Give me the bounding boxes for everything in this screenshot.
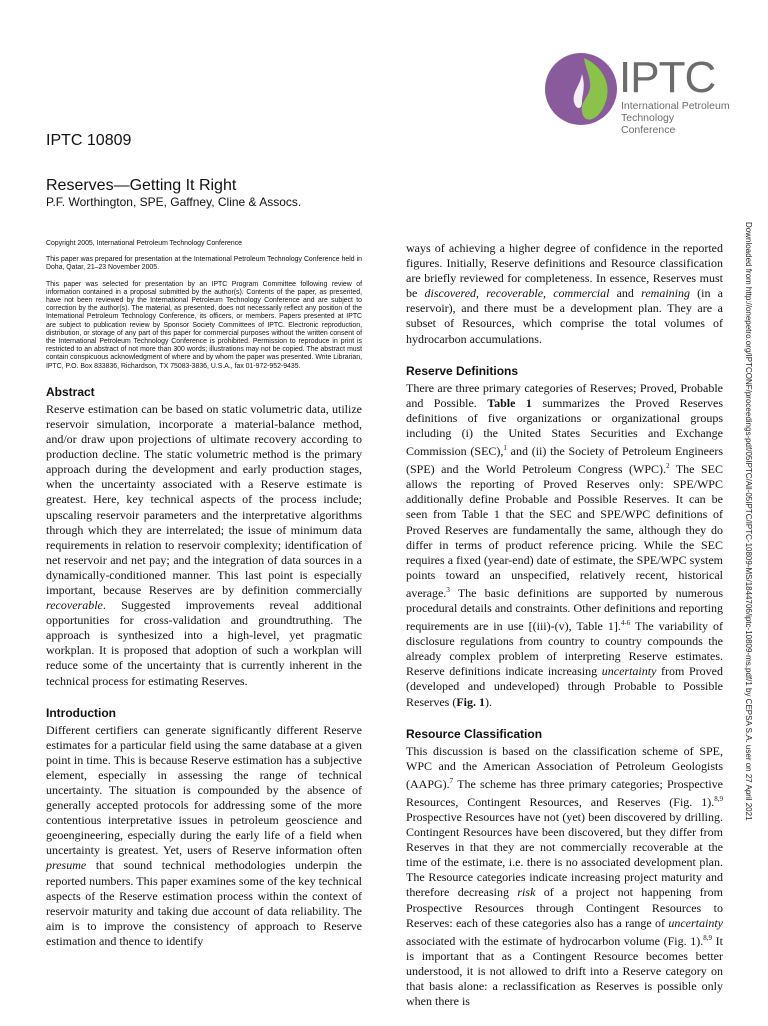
abstract-heading: Abstract (46, 384, 95, 399)
paper-authors: P.F. Worthington, SPE, Gaffney, Cline & Assocs. (46, 195, 302, 209)
paper-number: IPTC 10809 (46, 132, 132, 149)
left-column (46, 240, 362, 966)
selection-notice: This paper was selected for presentation by an IPTC Program Committee following review of information contained in a proposal submitted by the author(s). Contents of the paper, as presented, have not been reviewed by the International Petroleum Technology Conference and are subject to correction by the author(s). The material, as presented, does not necessarily reflect any position of the International Petroleum Technology Conference, its officers, or members. Papers presented at IPTC are subject to publication review by Sponsor Society Committees of IPTC. Electronic reproduction, distribution, or storage of any part of this paper for commercial purposes without the written consent of the International Petroleum Technology Conference is prohibited. Permission to reproduce in print is restricted to an abstract of not more than 300 words; illustrations may not be copied. The abstract must contain conspicuous acknowledgment of where and by whom the paper was presented. Write Librarian, IPTC, P.O. Box 833836, Richardson, TX 75083-3836, U.S.A., fax 01-972-952-9435. (46, 280, 362, 370)
reserve-definitions-heading: Reserve Definitions (406, 363, 519, 378)
introduction-text: Different certifiers can generate significantly different Reserve estimates for a particular field using the same database at a given point in time. This is because Reserve estimation has a subjective element, especially in assessing the range of technical uncertainty. The situation is compounded by the absence of generally accepted protocols for addressing some of the more contentious interpretative issues in petroleum geoscience and geoengineering, especially during the early life of a field when uncertainty is greatest. Yet, users of Reserve information often presume that sound technical methodologies underpin the reported numbers. This paper examines some of the key technical aspects of the Reserve estimation process within the context of reservoir maturity and taking due account of data reliability. The aim is to improve the consistency of approach to Reserve estimation and thence to identify (46, 722, 362, 948)
prepared-notice: This paper was prepared for presentation at the International Petroleum Technology Conference held in Doha, Qatar, 21–23 November 2005. (46, 256, 362, 272)
iptc-logo-icon (544, 52, 618, 126)
introduction-heading: Introduction (46, 705, 116, 720)
reserve-definitions-text: There are three primary categories of Reserves; Proved, Probable and Possible. Table 1 summarizes the Proved Reserves definitions of five organizations or organizational groups including (i) the United States Securities and Exchange Commission (SEC),$^1$ and (ii) the Society of Petroleum Engineers (SPE) and the World Petroleum Congress (WPC).$^2$ The SEC allows the reporting of Proved Reserves only: SPE/WPC additionally define Probable and Possible Reserves. It can be seen from Table 1 that the SEC and SPE/WPC definitions of Proved Reserves are fundamentally the same, although they do differ in terms of product reference pricing. While the SEC requires a fixed (year-end) date of estimate, the SPE/WPC system points toward an unspecified, relatively recent, historical average.$^3$ The basic definitions are supported by numerous procedural details and constraints. Other definitions and reporting requirements are in use [(iii)-(v), Table 1].$^{4-6}$ The variability of disclosure regulations from country to country compounds the already complex problem of interpreting Reserve estimates. Reserve definitions indicate increasing uncertainty from Proved (developed and undeveloped) through Probable to Possible Reserves (Fig. 1). (406, 380, 723, 709)
paper-title: Reserves—Getting It Right (46, 177, 237, 194)
logo-wordmark: IPTC (619, 53, 716, 102)
download-watermark: Downloaded from http://onepetro.org/IPTCONF/proceedings-pdf/05IPTC/All-05IPTC/IPTC-10809-MS/1844706/iptc-10809-ms.pdf/1 by CEPSA S.A. user on 27 April 2021 (744, 222, 753, 821)
continuation-text: ways of achieving a higher degree of confidence in the reported figures. Initially, Reserve definitions and Resource classification are briefly reviewed for completeness. In essence, Reserves must be discovered, recoverable, commercial and remaining (in a reservoir), and there must be a development plan. They are a subset of Resources, which comprise the total volumes of hydrocarbon accumulations. (406, 241, 723, 346)
resource-classification-heading: Resource Classification (406, 726, 543, 741)
resource-classification-text: This discussion is based on the classification scheme of SPE, WPC and the American Association of Petroleum Geologists (AAPG).$^7$ The scheme has three primary categories; Prospective Resources, Contingent Resources, and Reserves (Fig. 1).$^{8,9}$ Prospective Resources have not (yet) been discovered by drilling. Contingent Resources have been discovered, but they differ from Reserves in that they are not commercially recoverable at the time of the estimate, i.e. there is no associated development plan. The Resource categories indicate increasing project maturity and therefore decreasing risk of a project not happening from Prospective Resources through Contingent Resources to Reserves: each of these categories also has a range of uncertainty associated with the estimate of hydrocarbon volume (Fig. 1).$^{8,9}$ It is important that as a Contingent Resource becomes better understood, it is not allowed to drift into a Reserve category on that basis alone: a reclassification as Reserves is possible only when there is (406, 743, 723, 1009)
logo-subtitle: International Petroleum Technology Conference (621, 100, 730, 136)
right-column (406, 241, 723, 1026)
iptc-logo (544, 52, 734, 136)
abstract-text: Reserve estimation can be based on static volumetric data, utilize reservoir simulation, incorporate a material-balance method, and/or draw upon projections of ultimate recovery according to production decline. The static volumetric method is the primary approach during the development and early production stages, when the uncertainty associated with a Reserve estimate is greatest. Here, key technical aspects of the process include; upscaling reservoir parameters and the interpretative algorithms through which they are interrelated; the issue of minimum data requirements in relation to reservoir complexity; identification of net reservoir and net pay; and the integration of data sources in a dynamically-conditioned manner. This last point is especially important, because Reserves are by definition commercially recoverable. Suggested improvements reveal additional opportunities for cross-validation and groundtruthing. The approach is synthesized into a high-level, yet pragmatic workplan. It is proposed that adoption of such a workplan will reduce some of the uncertainty that is currently inherent in the technical process for estimating Reserves. (46, 401, 362, 688)
copyright-notice: Copyright 2005, International Petroleum Technology Conference (46, 240, 242, 247)
